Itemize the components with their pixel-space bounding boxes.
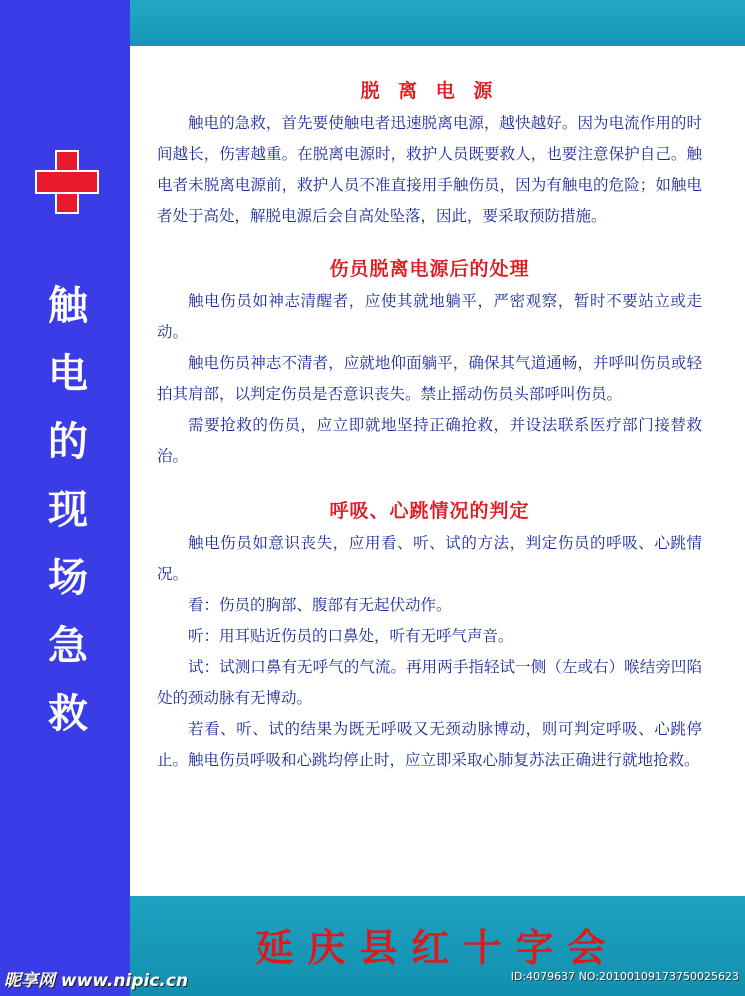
section-disconnect-power xyxy=(157,74,702,232)
section-title: 脱 离 电 源 xyxy=(360,80,499,102)
paragraph: 需要抢救的伤员，应立即就地坚持正确抢救，并设法联系医疗部门接替救治。 xyxy=(157,416,702,465)
paragraph: 触电伤员如意识丧失，应用看、听、试的方法，判定伤员的呼吸、心跳情况。 xyxy=(157,534,702,583)
section-title: 呼吸、心跳情况的判定 xyxy=(329,500,530,522)
title-char: 现 xyxy=(48,486,88,533)
watermark-left: 昵享网 www.nipic.cn xyxy=(4,971,189,991)
title-char: 电 xyxy=(48,350,88,397)
paragraph: 若看、听、试的结果为既无呼吸又无颈动脉博动，则可判定呼吸、心跳停止。触电伤员呼吸和心跳均停止时，应立即采取心肺复苏法正确进行就地抢救。 xyxy=(157,720,702,769)
paragraph: 听：用耳贴近伤员的口鼻处，听有无呼气声音。 xyxy=(188,627,514,645)
section-title: 伤员脱离电源后的处理 xyxy=(329,258,530,280)
title-char: 救 xyxy=(48,690,88,737)
title-char: 触 xyxy=(48,282,88,329)
top-band xyxy=(130,0,745,46)
section-after-disconnect xyxy=(157,252,702,472)
paragraph: 触电的急救，首先要使触电者迅速脱离电源，越快越好。因为电流作用的时间越长，伤害越重。在脱离电源时，救护人员既要救人，也要注意保护自己。触电者未脱离电源前，救护人员不准直接用手触伤员，因为有触电的危险；如触电者处于高处，解脱电源后会自高处坠落，因此，要采取预防措施。 xyxy=(157,114,702,225)
watermark-right: ID:4079637 NO:20100109173750025623 xyxy=(510,970,739,983)
title-char: 的 xyxy=(48,418,88,465)
left-sidebar xyxy=(0,0,130,996)
paragraph: 试：试测口鼻有无呼气的气流。再用两手指轻试一侧（左或右）喉结旁凹陷处的颈动脉有无博动。 xyxy=(157,658,702,707)
paragraph: 触电伤员如神志清醒者，应使其就地躺平，严密观察，暂时不要站立或走动。 xyxy=(157,292,702,341)
red-cross-icon xyxy=(35,150,99,214)
paragraph: 看：伤员的胸部、腹部有无起伏动作。 xyxy=(188,596,452,614)
vertical-title xyxy=(38,272,98,748)
title-char: 急 xyxy=(48,622,88,669)
main-content xyxy=(157,74,702,776)
title-char: 场 xyxy=(48,554,88,601)
paragraph: 触电伤员神志不清者，应就地仰面躺平，确保其气道通畅，并呼叫伤员或轻拍其肩部，以判定伤员是否意识丧失。禁止摇动伤员头部呼叫伤员。 xyxy=(157,354,702,403)
section-breathing-heartbeat xyxy=(157,494,702,776)
organization-name: 延庆县红十字会 xyxy=(255,925,620,970)
